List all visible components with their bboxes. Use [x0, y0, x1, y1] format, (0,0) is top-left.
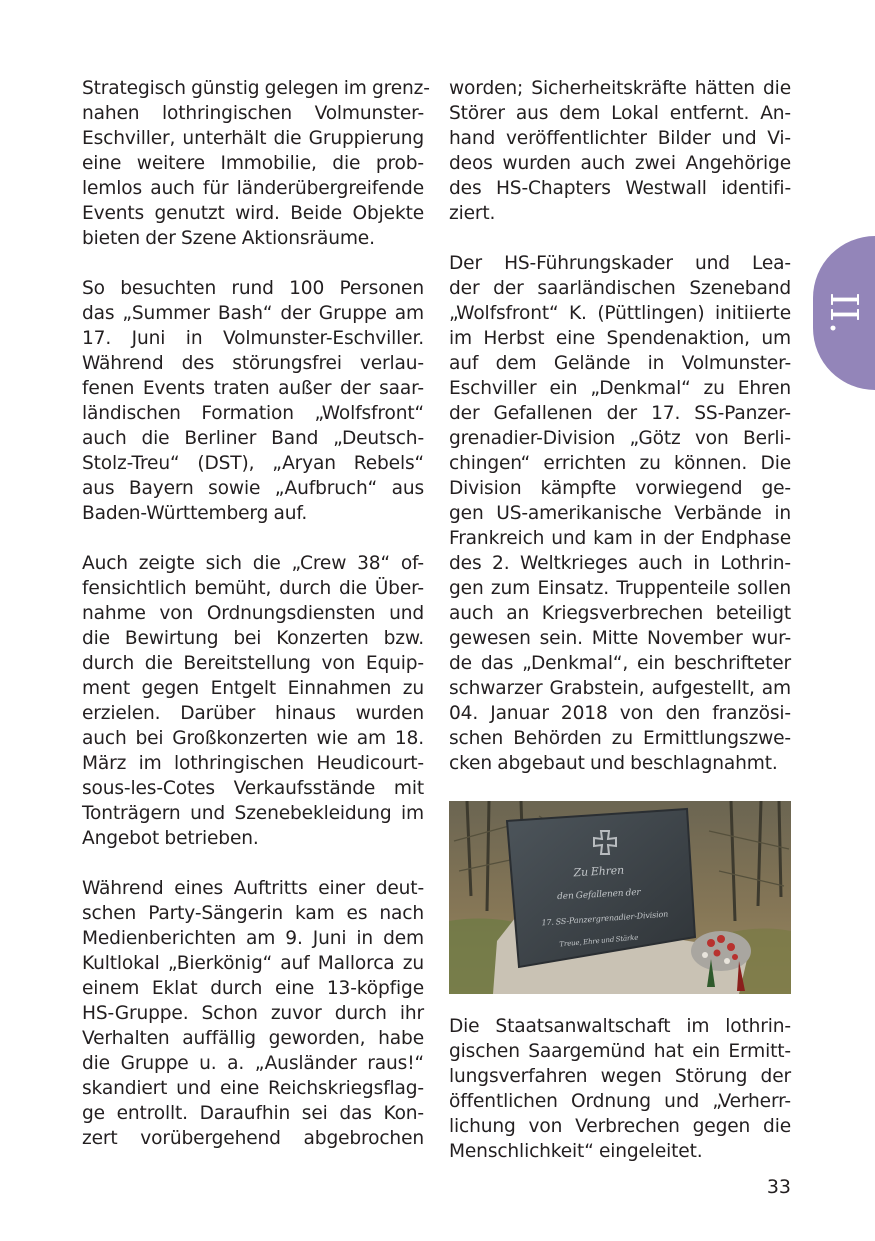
- text-line: zert vorübergehend abgebrochen: [82, 1128, 424, 1149]
- text-line: aus Bayern sowie „Aufbruch“ aus: [82, 478, 424, 499]
- text-line: Division kämpfte vorwiegend ge-: [449, 478, 791, 499]
- text-line: schen Behörden zu Ermittlungszwe-: [449, 728, 791, 749]
- text-line: Der HS-Führungskader und Lea-: [449, 253, 791, 274]
- text-line: auch die Berliner Band „Deutsch-: [82, 428, 424, 449]
- text-line: gewesen sein. Mitte November wur-: [449, 628, 791, 649]
- text-line: So besuchten rund 100 Personen: [82, 278, 424, 299]
- stone-inscription-line: den Gefallenen der: [556, 887, 641, 903]
- text-line: nahen lothringischen Volmunster-: [82, 103, 424, 124]
- text-line: lemlos auch für länderübergreifende: [82, 178, 424, 199]
- text-line: deos wurden auch zwei Angehörige: [449, 153, 791, 174]
- text-line: eine weitere Immobilie, die prob-: [82, 153, 424, 174]
- text-line: einem Eklat durch eine 13-köpfige: [82, 978, 424, 999]
- text-line: de das „Denkmal“, ein beschrifteter: [449, 653, 791, 674]
- text-line: gischen Saargemünd hat ein Ermitt-: [449, 1041, 791, 1062]
- text-line: Auch zeigte sich die „Crew 38“ of-: [82, 553, 424, 574]
- text-line: 17. Juni in Volmunster-Eschviller.: [82, 328, 424, 349]
- text-line: bieten der Szene Aktionsräume.: [82, 228, 375, 249]
- text-line: sous-les-Cotes Verkaufsstände mit: [82, 778, 424, 799]
- text-line: ziert.: [449, 203, 496, 224]
- text-line: grenadier-Division „Götz von Berli-: [449, 428, 791, 449]
- text-line: Die Staatsanwaltschaft im lothrin-: [449, 1016, 791, 1037]
- text-line: auf dem Gelände in Volmunster-: [449, 353, 791, 374]
- paragraph-staatsanwaltschaft: [449, 1014, 791, 1164]
- text-line: Kultlokal „Bierkönig“ auf Mallorca zu: [82, 953, 424, 974]
- text-line: worden; Sicherheitskräfte hätten die: [449, 78, 791, 99]
- text-line: Eschviller, unterhält die Gruppierung: [82, 128, 424, 149]
- paragraph-sicherheitskraefte: [449, 76, 791, 226]
- memorial-stone-photo: [449, 801, 791, 994]
- text-line: die Bewirtung bei Konzerten bzw.: [82, 628, 424, 649]
- stone-inscription-line: 17. SS-Panzergrenadier-Division: [541, 909, 669, 928]
- paragraph-summer-bash: [82, 276, 424, 526]
- text-line: Störer aus dem Lokal entfernt. An-: [449, 103, 791, 124]
- text-line: Angebot betrieben.: [82, 828, 259, 849]
- text-line: März im lothringischen Heudicourt-: [82, 753, 424, 774]
- text-line: Baden-Württemberg auf.: [82, 503, 308, 524]
- paragraph-crew-38: [82, 551, 424, 851]
- text-line: Strategisch günstig gelegen im grenz-: [82, 78, 430, 99]
- text-line: HS-Gruppe. Schon zuvor durch ihr: [82, 1003, 424, 1024]
- text-line: ment gegen Entgelt Einnahmen zu: [82, 678, 424, 699]
- text-line: auch bei Großkonzerten wie am 18.: [82, 728, 424, 749]
- text-line: Während des störungsfrei verlau-: [82, 353, 424, 374]
- chapter-tab: [813, 236, 875, 390]
- text-line: gen zum Einsatz. Truppenteile sollen: [449, 578, 791, 599]
- text-line: im Herbst eine Spendenaktion, um: [449, 328, 791, 349]
- paragraph-denkmal: [449, 251, 791, 776]
- text-line: fenen Events traten außer der saar-: [82, 378, 424, 399]
- text-line: schwarzer Grabstein, aufgestellt, am: [449, 678, 791, 699]
- text-line: chingen“ errichten zu können. Die: [449, 453, 791, 474]
- text-line: erzielen. Darüber hinaus wurden: [82, 703, 424, 724]
- text-line: 04. Januar 2018 von den französi-: [449, 703, 791, 724]
- text-line: Verhalten auffällig geworden, habe: [82, 1028, 424, 1049]
- text-line: die Gruppe u. a. „Ausländer raus!“: [82, 1053, 424, 1074]
- right-column-text-top: [449, 76, 791, 776]
- text-line: ge entrollt. Daraufhin sei das Kon-: [82, 1103, 424, 1124]
- text-line: auch an Kriegsverbrechen beteiligt: [449, 603, 791, 624]
- left-column: [82, 76, 430, 1176]
- text-line: Stolz-Treu“ (DST), „Aryan Rebels“: [82, 453, 424, 474]
- text-line: hand veröffentlichter Bilder und Vi-: [449, 128, 791, 149]
- text-line: cken abgebaut und beschlagnahmt.: [449, 753, 778, 774]
- text-line: „Wolfsfront“ K. (Püttlingen) initiierte: [449, 303, 791, 324]
- text-line: des HS-Chapters Westwall identifi-: [449, 178, 791, 199]
- text-line: fensichtlich bemüht, durch die Über-: [82, 578, 424, 599]
- chapter-numeral: II.: [822, 291, 866, 335]
- text-line: der der saarländischen Szeneband: [449, 278, 791, 299]
- text-line: der Gefallenen der 17. SS-Panzer-: [449, 403, 791, 424]
- text-line: schen Party-Sängerin kam es nach: [82, 903, 424, 924]
- text-line: gen US-amerikanische Verbände in: [449, 503, 791, 524]
- text-line: lungsverfahren wegen Störung der: [449, 1066, 791, 1087]
- page-number: 33: [766, 1176, 791, 1198]
- text-line: des 2. Weltkrieges auch in Lothrin-: [449, 553, 791, 574]
- text-line: öffentlichen Ordnung und „Verherr-: [449, 1091, 791, 1112]
- text-line: Eschviller ein „Denkmal“ zu Ehren: [449, 378, 791, 399]
- text-line: skandiert und eine Reichskriegsflag-: [82, 1078, 424, 1099]
- right-column-text-bottom: [449, 1014, 791, 1164]
- text-line: Menschlichkeit“ eingeleitet.: [449, 1141, 703, 1162]
- stone-inscription-line: Treue, Ehre und Stärke: [559, 933, 639, 949]
- text-line: Events genutzt wird. Beide Objekte: [82, 203, 424, 224]
- text-line: Medienberichten am 9. Juni in dem: [82, 928, 424, 949]
- text-line: Tonträgern und Szenebekleidung im: [82, 803, 424, 824]
- stone-inscription-line: Zu Ehren: [573, 863, 625, 880]
- text-line: lichung von Verbrechen gegen die: [449, 1116, 791, 1137]
- text-line: das „Summer Bash“ der Gruppe am: [82, 303, 424, 324]
- paragraph-mallorca: [82, 876, 424, 1151]
- text-line: ländischen Formation „Wolfsfront“: [82, 403, 424, 424]
- paragraph-immobilie: [82, 76, 430, 251]
- text-line: Frankreich und kam in der Endphase: [449, 528, 791, 549]
- text-line: Während eines Auftritts einer deut-: [82, 878, 424, 899]
- text-line: nahme von Ordnungsdiensten und: [82, 603, 424, 624]
- right-column: [449, 76, 791, 1189]
- text-line: durch die Bereitstellung von Equip-: [82, 653, 424, 674]
